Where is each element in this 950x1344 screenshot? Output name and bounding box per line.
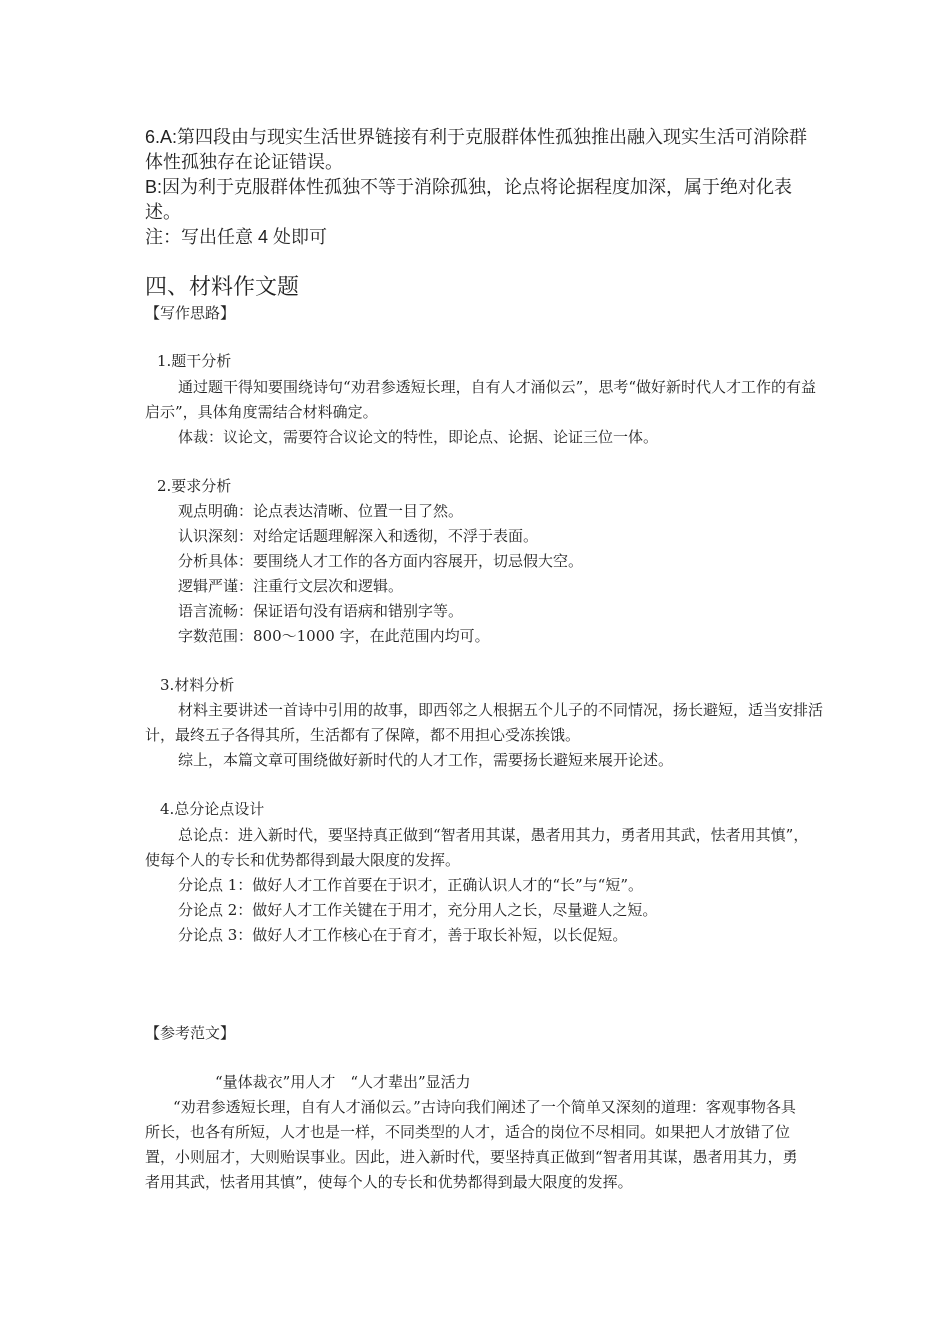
- requirement-item: 观点明确：论点表达清晰、位置一目了然。: [178, 502, 464, 520]
- section-heading: 四、材料作文题: [145, 274, 300, 299]
- genre-line: 体裁：议论文，需要符合议论文的特性，即论点、论据、论证三位一体。: [178, 428, 659, 446]
- requirement-item: 认识深刻：对给定话题理解深入和透彻，不浮于表面。: [178, 527, 539, 545]
- material-analysis-paragraph: 材料主要讲述一首诗中引用的故事，即西邻之人根据五个儿子的不同情况，扬长避短，适当安排活计，最终五子各得其所，生活都有了保障，都不用担心受冻挨饿。: [145, 701, 824, 744]
- main-thesis: 总论点：进入新时代，要坚持真正做到“智者用其谋，愚者用其力，勇者用其武，怯者用其慎”，使每个人的专长和优势都得到最大限度的发挥。: [145, 826, 809, 869]
- sub-thesis: 分论点 1：做好人才工作首要在于识才，正确认识人才的“长”与“短”。: [178, 876, 643, 894]
- topic-analysis-title: 1.题干分析: [157, 352, 232, 370]
- requirement-item: 字数范围：800～1000 字，在此范围内均可。: [178, 627, 490, 645]
- material-analysis-title: 3.材料分析: [160, 676, 235, 694]
- thesis-design-title: 4.总分论点设计: [160, 800, 265, 818]
- essay-paragraph: “劝君参透短长理，自有人才涌似云。”古诗向我们阐述了一个简单又深刻的道理：客观事物各具所长，也各有所短，人才也是一样，不同类型的人才，适合的岗位不尽相同。如果把人才放错了位置，小则屈才，大则贻误事业。因此，进入新时代，要坚持真正做到“智者用其谋，愚者用其力，勇者用其武，怯者用其慎”，使每个人的专长和优势都得到最大限度的发挥。: [145, 1098, 798, 1191]
- requirement-item: 逻辑严谨：注重行文层次和逻辑。: [178, 577, 404, 595]
- material-summary: 综上，本篇文章可围绕做好新时代的人才工作，需要扬长避短来展开论述。: [178, 751, 674, 769]
- topic-analysis-paragraph: 通过题干得知要围绕诗句“劝君参透短长理，自有人才涌似云”，思考“做好新时代人才工作的有益启示”，具体角度需结合材料确定。: [145, 378, 817, 421]
- reference-essay-label: 【参考范文】: [145, 1024, 236, 1042]
- sub-thesis: 分论点 3：做好人才工作核心在于育才，善于取长补短，以长促短。: [178, 926, 628, 944]
- requirement-item: 语言流畅：保证语句没有语病和错别字等。: [178, 602, 464, 620]
- answer-note: 注：写出任意 4 处即可: [145, 227, 328, 247]
- writing-ideas-label: 【写作思路】: [145, 304, 236, 322]
- sub-thesis: 分论点 2：做好人才工作关键在于用才，充分用人之长，尽量避人之短。: [178, 901, 658, 919]
- essay-title: “量体裁衣”用人才 “人才辈出”显活力: [215, 1073, 471, 1091]
- answer-6b: B:因为利于克服群体性孤独不等于消除孤独，论点将论据程度加深，属于绝对化表述。: [145, 177, 793, 222]
- requirement-item: 分析具体：要围绕人才工作的各方面内容展开，切忌假大空。: [178, 552, 584, 570]
- answer-6a: 6.A:第四段由与现实生活世界链接有利于克服群体性孤独推出融入现实生活可消除群体性孤独存在论证错误。: [145, 127, 808, 172]
- requirements-title: 2.要求分析: [157, 477, 232, 495]
